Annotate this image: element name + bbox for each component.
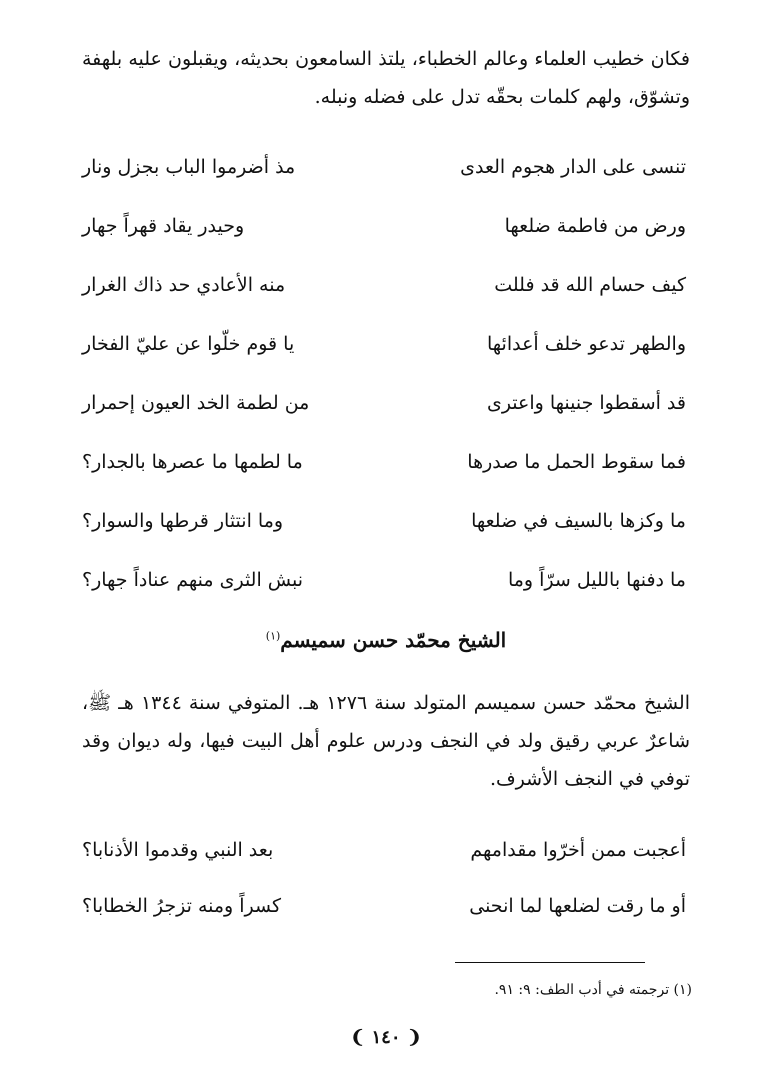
footnote: (١) ترجمته في أدب الطف: ٩: ٩١. — [494, 982, 692, 998]
verse-second-hemistich: من لطمة الخد العيون إحمرار — [82, 392, 310, 414]
footnote-rule — [455, 962, 645, 963]
intro-paragraph: فكان خطيب العلماء وعالم الخطباء، يلتذ السامعون بحديثه، ويقبلون عليه بلهفة وتشوّق، ولهم كلمات بحقّه تدل على فضله ونبله. — [82, 48, 690, 108]
verse-line — [72, 327, 700, 386]
verse-first-hemistich: قد أسقطوا جنينها واعترى — [486, 392, 686, 414]
verse-line — [72, 150, 700, 209]
verse-first-hemistich: والطهر تدعو خلف أعدائها — [486, 333, 686, 355]
verse-second-hemistich: وما انتثار قرطها والسوار؟ — [82, 510, 284, 532]
bio-paragraph: الشيخ محمّد حسن سميسم المتولد سنة ١٢٧٦ هـ. المتوفي سنة ١٣٤٤ هـ ﷺ، شاعرٌ عربي رقيق ولد في النجف ودرس علوم أهل البيت فيها، وله ديوان وقد توفي في النجف الأشرف. — [82, 692, 690, 790]
verse-second-hemistich: يا قوم خلّوا عن عليّ الفخار — [82, 333, 295, 355]
footnote-marker: (١) — [265, 629, 281, 643]
verse-second-hemistich: منه الأعادي حد ذاك الغرار — [82, 274, 286, 296]
verse-first-hemistich: أو ما رقت لضلعها لما انحنى — [469, 895, 686, 917]
verse-second-hemistich: نبش الثرى منهم عناداً جهار؟ — [82, 569, 304, 591]
page-ornament-left: ❨ — [350, 1027, 366, 1048]
poem-2 — [72, 833, 700, 945]
verse-first-hemistich: فما سقوط الحمل ما صدرها — [467, 451, 686, 473]
page-number-text: ١٤٠ — [371, 1027, 401, 1048]
verse-first-hemistich: ما وكزها بالسيف في ضلعها — [471, 510, 686, 532]
verse-second-hemistich: مذ أضرموا الباب بجزل ونار — [82, 156, 296, 178]
verse-line — [72, 209, 700, 268]
verse-first-hemistich: ما دفنها بالليل سرّاً وما — [507, 569, 686, 591]
verse-line — [72, 889, 700, 945]
verse-line — [72, 504, 700, 563]
verse-second-hemistich: بعد النبي وقدموا الأذنابا؟ — [82, 839, 274, 861]
section-heading — [0, 628, 772, 652]
verse-second-hemistich: كسراً ومنه تزجرُ الخطابا؟ — [82, 895, 282, 917]
heading-text: الشيخ محمّد حسن سميسم — [280, 628, 507, 652]
verse-line — [72, 268, 700, 327]
verse-second-hemistich: ما لطمها ما عصرها بالجدار؟ — [82, 451, 303, 473]
verse-first-hemistich: تنسى على الدار هجوم العدى — [460, 156, 686, 178]
verse-line — [72, 445, 700, 504]
verse-first-hemistich: كيف حسام الله قد فللت — [494, 274, 686, 296]
verse-line — [72, 386, 700, 445]
poem-1 — [72, 150, 700, 622]
page-ornament-right: ❩ — [406, 1027, 422, 1048]
verse-line — [72, 563, 700, 622]
verse-first-hemistich: أعجبت ممن أخرّوا مقدامهم — [470, 839, 686, 861]
verse-line — [72, 833, 700, 889]
verse-first-hemistich: ورض من فاطمة ضلعها — [504, 215, 686, 237]
verse-second-hemistich: وحيدر يقاد قهراً جهار — [82, 215, 245, 237]
page-number — [0, 1027, 772, 1048]
